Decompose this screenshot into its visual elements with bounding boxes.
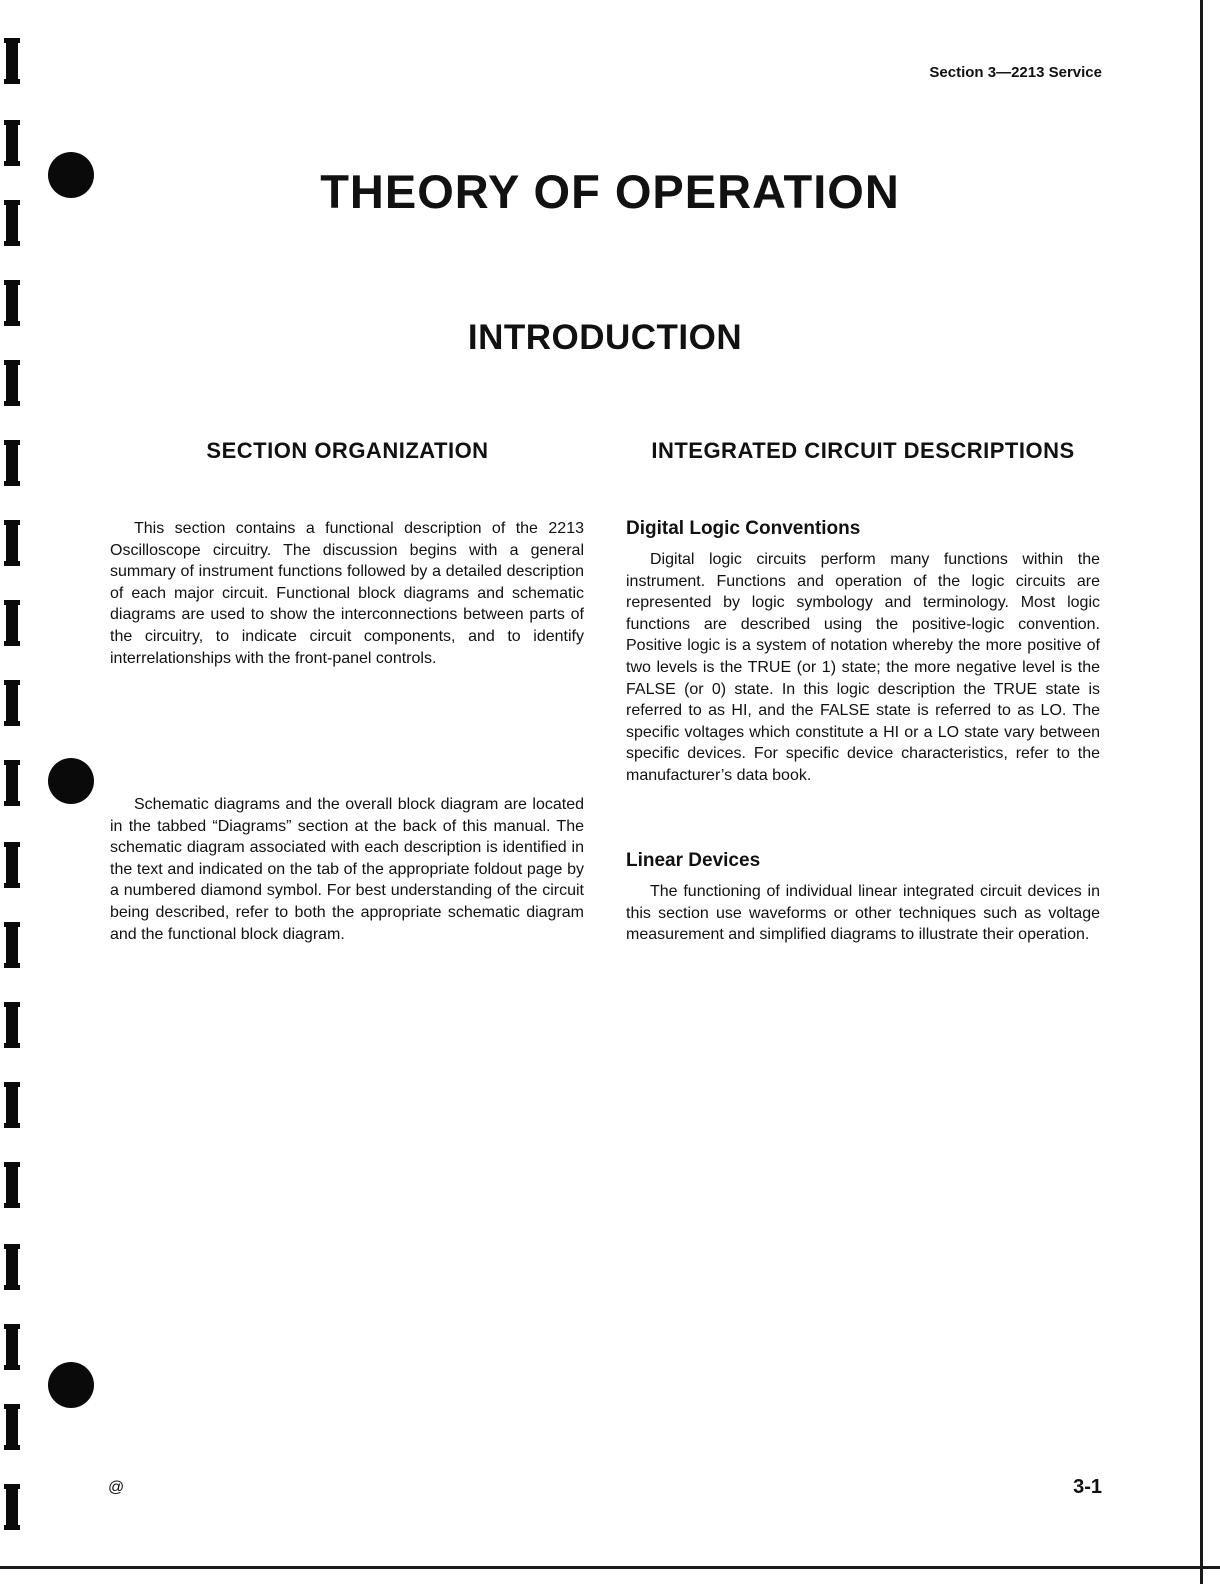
binding-slot [6, 842, 18, 888]
ic-descriptions-heading: INTEGRATED CIRCUIT DESCRIPTIONS [651, 438, 1075, 463]
binding-slot [6, 1082, 18, 1128]
binding-slot [6, 922, 18, 968]
section-title: INTRODUCTION [467, 318, 743, 357]
page-title: THEORY OF OPERATION [320, 165, 900, 218]
binding-slot [6, 38, 18, 84]
linear-devices-paragraph: The functioning of individual linear integrated circuit devices in this section use waveforms or other techniques such as voltage measurement and simplified diagrams to illustrate their operation. [626, 883, 1100, 944]
footer-mark: @ [108, 1479, 125, 1496]
section-organization-paragraph: This section contains a functional description of the 2213 Oscilloscope circuitry. The discussion begins with a general summary of instrument functions followed by a detailed description of each major circuit. Functional block diagrams and schematic diagrams are used to show the interconnections between parts of the circuitry, to indicate circuit components, and to identify interrelationships with the front-panel controls. [110, 520, 584, 667]
binding-slot [6, 1404, 18, 1450]
binding-slot [6, 120, 18, 166]
running-head: Section 3—2213 Service [929, 64, 1102, 81]
page-number: 3-1 [1073, 1476, 1102, 1498]
binding-slot [6, 1162, 18, 1208]
binding-slot [6, 280, 18, 326]
diagrams-location-paragraph: Schematic diagrams and the overall block diagram are located in the tabbed “Diagrams” section at the back of this manual. The schematic diagram associated with each description is identified in the text and indicated on the tab of the appropriate foldout page by a numbered diamond symbol. For best understanding of the circuit being described, refer to both the appropriate schematic diagram and the functional block diagram. [110, 796, 584, 943]
binding-slot [6, 680, 18, 726]
binding-strip [0, 0, 100, 1584]
binding-slot [6, 200, 18, 246]
binding-slot [6, 1484, 18, 1530]
binding-slot [6, 440, 18, 486]
punch-hole [48, 1362, 94, 1408]
digital-logic-heading: Digital Logic Conventions [626, 518, 861, 539]
binding-slot [6, 1002, 18, 1048]
binding-slot [6, 760, 18, 806]
binding-slot [6, 520, 18, 566]
section-organization-heading: SECTION ORGANIZATION [206, 438, 489, 463]
digital-logic-paragraph: Digital logic circuits perform many functions within the instrument. Functions and operation of the logic circuits are represented by logic symbology and terminology. Most logic functions are described using the positive-logic convention. Positive logic is a system of notation whereby the more positive of two levels is the TRUE (or 1) state; the more negative level is the FALSE (or 0) state. In this logic description the TRUE state is referred to as HI, and the FALSE state is referred to as LO. The specific voltages which constitute a HI or a LO state vary between specific devices. For specific device characteristics, refer to the manufacturer’s data book. [626, 551, 1100, 784]
binding-slot [6, 1244, 18, 1290]
page-edge-right [1200, 0, 1203, 1584]
page-edge-bottom [0, 1566, 1220, 1569]
binding-slot [6, 600, 18, 646]
binding-slot [6, 1324, 18, 1370]
linear-devices-heading: Linear Devices [626, 850, 761, 871]
punch-hole [48, 758, 94, 804]
binding-slot [6, 360, 18, 406]
punch-hole [48, 152, 94, 198]
